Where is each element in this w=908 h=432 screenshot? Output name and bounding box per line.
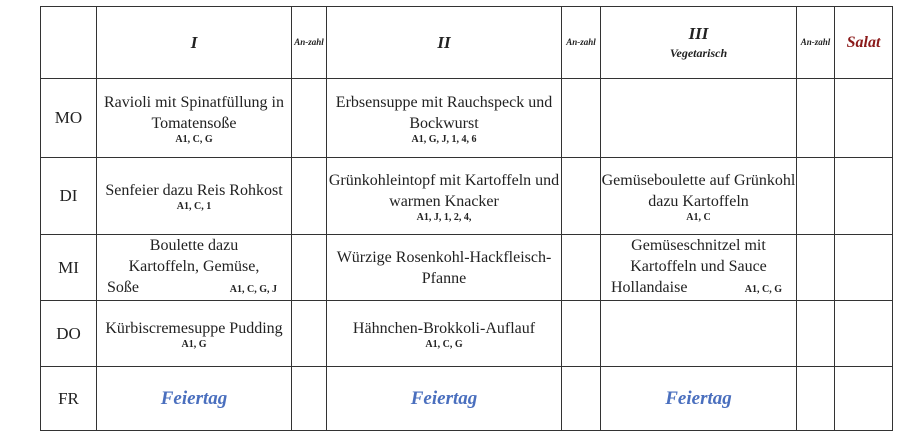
dish-cell: Würzige Rosenkohl-Hackfleisch-Pfanne [327, 235, 562, 301]
salad-cell[interactable] [835, 301, 893, 367]
allergen-codes: A1, C, G [175, 133, 213, 145]
dish-cell [97, 158, 292, 235]
header-menu-1: I [97, 7, 292, 79]
dish-text: Gemüseboulette auf Grünkohl dazu Kartoffeln [601, 171, 796, 210]
day-cell: DO [41, 301, 97, 367]
header-count-2: An-zahl [562, 7, 601, 79]
dish-cell [327, 301, 562, 367]
salad-cell[interactable] [835, 235, 893, 301]
dish-line-with-allergens [97, 277, 291, 300]
day-cell: MI [41, 235, 97, 301]
header-count-1: An-zahl [292, 7, 327, 79]
allergen-codes: A1, G, J, 1, 4, 6 [411, 133, 477, 145]
corner-cell [41, 7, 97, 79]
count-cell[interactable] [562, 367, 601, 431]
dish-line: Hollandaise [611, 279, 688, 296]
allergen-codes: A1, C, 1 [176, 201, 212, 212]
count-cell[interactable] [292, 158, 327, 235]
count-cell[interactable] [292, 301, 327, 367]
count-cell[interactable] [562, 301, 601, 367]
dish-cell [601, 235, 797, 301]
count-cell[interactable] [797, 367, 835, 431]
dish-cell [601, 158, 797, 235]
salad-cell[interactable] [835, 158, 893, 235]
holiday-cell: Feiertag [601, 367, 797, 431]
table-row [41, 158, 893, 235]
day-cell: DI [41, 158, 97, 235]
header-row [41, 7, 893, 79]
allergen-codes: A1, C, G [744, 284, 782, 295]
day-cell: MO [41, 79, 97, 158]
dish-cell [601, 301, 797, 367]
salad-cell[interactable] [835, 367, 893, 431]
allergen-codes: A1, C, G, J [229, 284, 277, 295]
header-salad: Salat [835, 7, 893, 79]
dish-line: Kartoffeln und Sauce [630, 258, 767, 275]
dish-cell [97, 235, 292, 301]
allergen-codes: A1, J, 1, 2, 4, [416, 211, 472, 223]
holiday-cell: Feiertag [97, 367, 292, 431]
table-row [41, 235, 893, 301]
header-menu-3-title: III [688, 24, 709, 43]
header-count-3: An-zahl [797, 7, 835, 79]
dish-line: Boulette dazu [149, 237, 239, 254]
dish-line: Kartoffeln, Gemüse, [128, 258, 260, 275]
dish-text: Grünkohleintopf mit Kartoffeln und warmen Knacker [328, 171, 560, 210]
count-cell[interactable] [797, 235, 835, 301]
count-cell[interactable] [292, 367, 327, 431]
allergen-codes: A1, C [686, 211, 711, 223]
dish-text: Hähnchen-Brokkoli-Auflauf [352, 319, 536, 337]
count-cell[interactable] [292, 79, 327, 158]
header-menu-2: II [327, 7, 562, 79]
count-cell[interactable] [797, 79, 835, 158]
dish-cell [97, 79, 292, 158]
allergen-codes: A1, G [181, 338, 207, 350]
count-cell[interactable] [562, 79, 601, 158]
dish-line: Soße [107, 279, 139, 296]
table-row [41, 367, 893, 431]
count-cell[interactable] [562, 235, 601, 301]
day-cell: FR [41, 367, 97, 431]
dish-text: Senfeier dazu Reis Rohkost [105, 182, 283, 199]
count-cell[interactable] [797, 301, 835, 367]
dish-cell [327, 158, 562, 235]
count-cell[interactable] [292, 235, 327, 301]
dish-text: Erbsensuppe mit Rauchspeck und Bockwurst [335, 93, 553, 132]
dish-text: Ravioli mit Spinatfüllung in Tomatensoße [104, 93, 284, 132]
holiday-cell: Feiertag [327, 367, 562, 431]
header-menu-3-subtitle: Vegetarisch [669, 46, 728, 60]
dish-cell [327, 79, 562, 158]
count-cell[interactable] [562, 158, 601, 235]
table-row [41, 79, 893, 158]
dish-line: Gemüseschnitzel mit [631, 237, 766, 254]
allergen-codes: A1, C, G [425, 338, 463, 350]
dish-cell [601, 79, 797, 158]
header-menu-3 [601, 7, 797, 79]
weekly-menu-table [40, 6, 893, 431]
dish-line-with-allergens [601, 277, 796, 300]
dish-text: Kürbiscremesuppe Pudding [105, 319, 283, 337]
table-row [41, 301, 893, 367]
salad-cell[interactable] [835, 79, 893, 158]
count-cell[interactable] [797, 158, 835, 235]
dish-cell [97, 301, 292, 367]
